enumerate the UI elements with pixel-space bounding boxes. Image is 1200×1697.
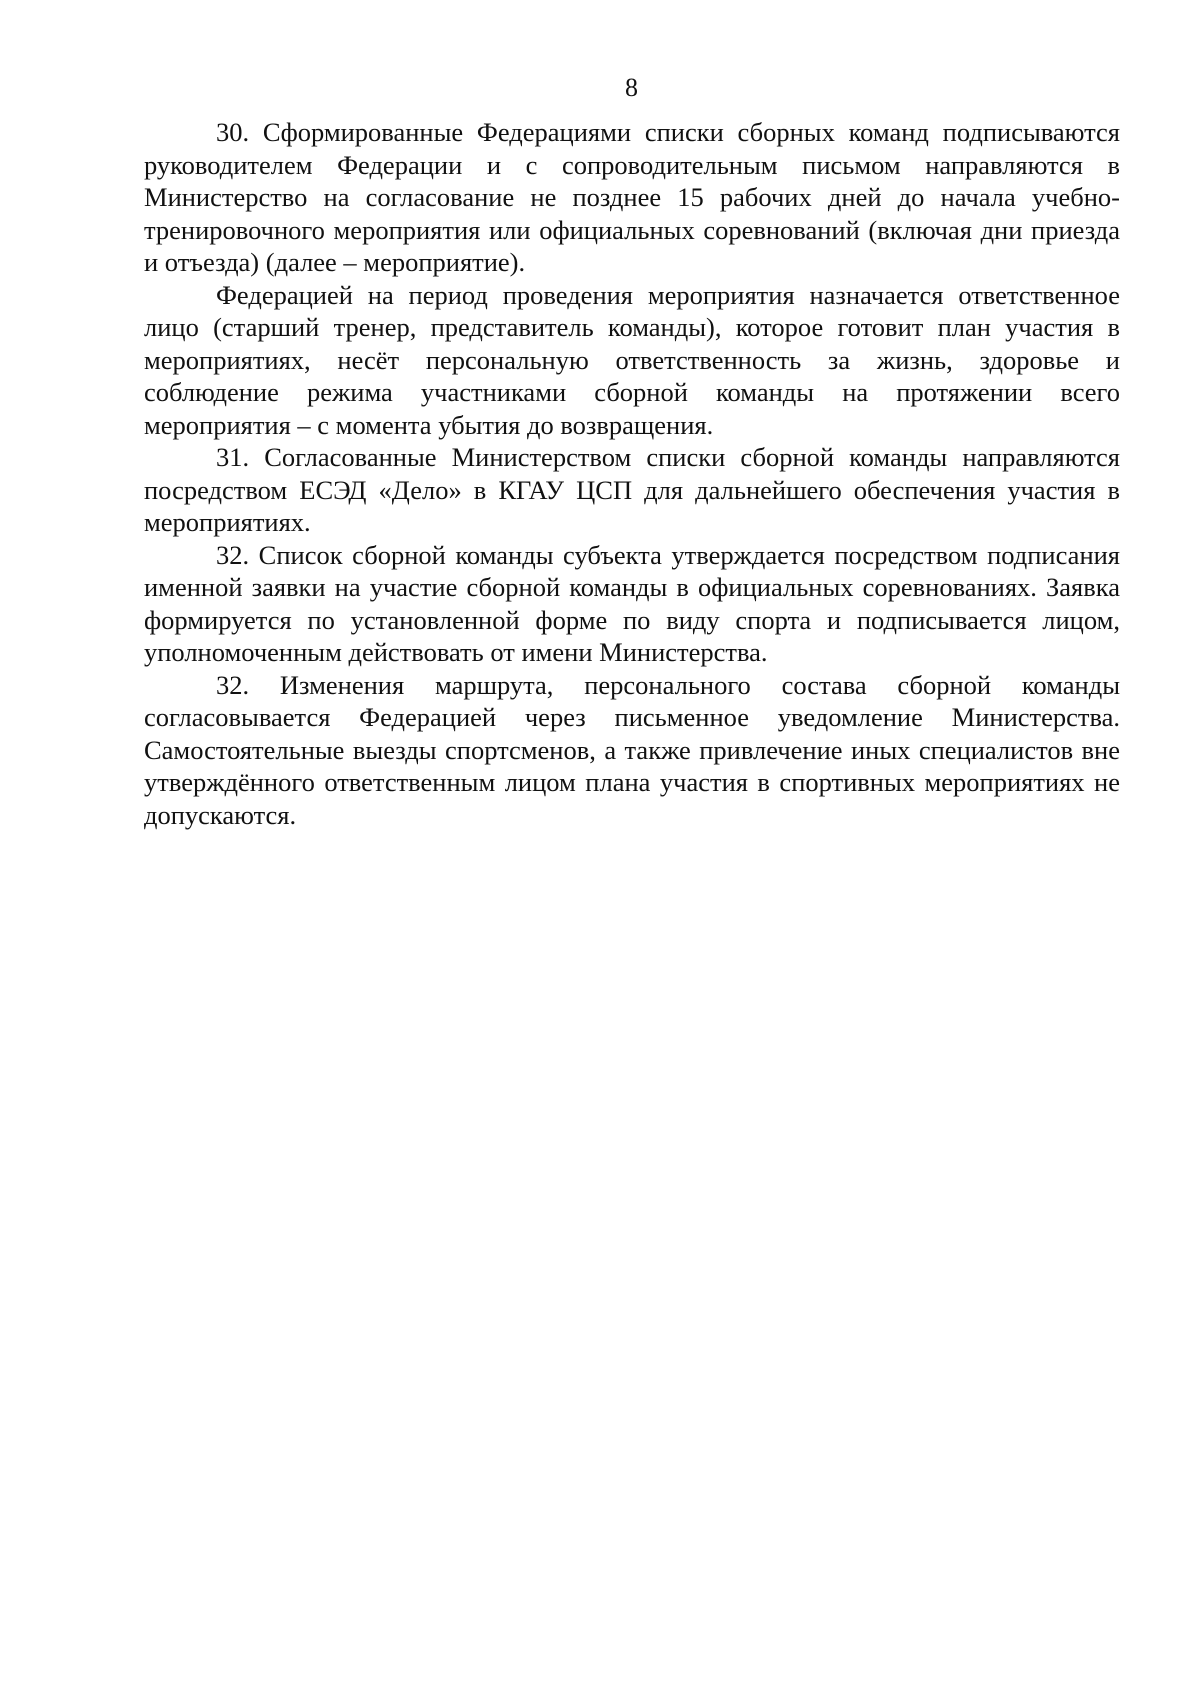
paragraph-32-route-changes: 32. Изменения маршрута, персонального состава сборной команды согласовывается Федерацией через письменное уведомление Министерства. Самостоятельные выезды спортсменов, а также привлечение иных специалистов вне утверждённого ответственным лицом плана участия в спортивных мероприятиях не допускаются. xyxy=(144,669,1120,830)
document-body xyxy=(144,116,1120,831)
paragraph-responsible-person: Федерацией на период проведения мероприятия назначается ответственное лицо (старший тренер, представитель команды), которое готовит план участия в мероприятиях, несёт персональную ответственность за жизнь, здоровье и соблюдение режима участниками сборной команды на протяжении всего мероприятия – с момента убытия до возвращения. xyxy=(144,279,1120,440)
paragraph-32-team-list: 32. Список сборной команды субъекта утверждается посредством подписания именной заявки на участие сборной команды в официальных соревнованиях. Заявка формируется по установленной форме по виду спорта и подписывается лицом, уполномоченным действовать от имени Министерства. xyxy=(144,539,1120,667)
page-number: 8 xyxy=(625,73,638,102)
paragraph-30: 30. Сформированные Федерациями списки сборных команд подписываются руководителем Федерации и с сопроводительным письмом направляются в Министерство на согласование не позднее 15 рабочих дней до начала учебно-тренировочного мероприятия или официальных соревнований (включая дни приезда и отъезда) (далее – мероприятие). xyxy=(144,117,1120,277)
paragraph-31: 31. Согласованные Министерством списки сборной команды направляются посредством ЕСЭД «Дело» в КГАУ ЦСП для дальнейшего обеспечения участия в мероприятиях. xyxy=(144,442,1120,537)
